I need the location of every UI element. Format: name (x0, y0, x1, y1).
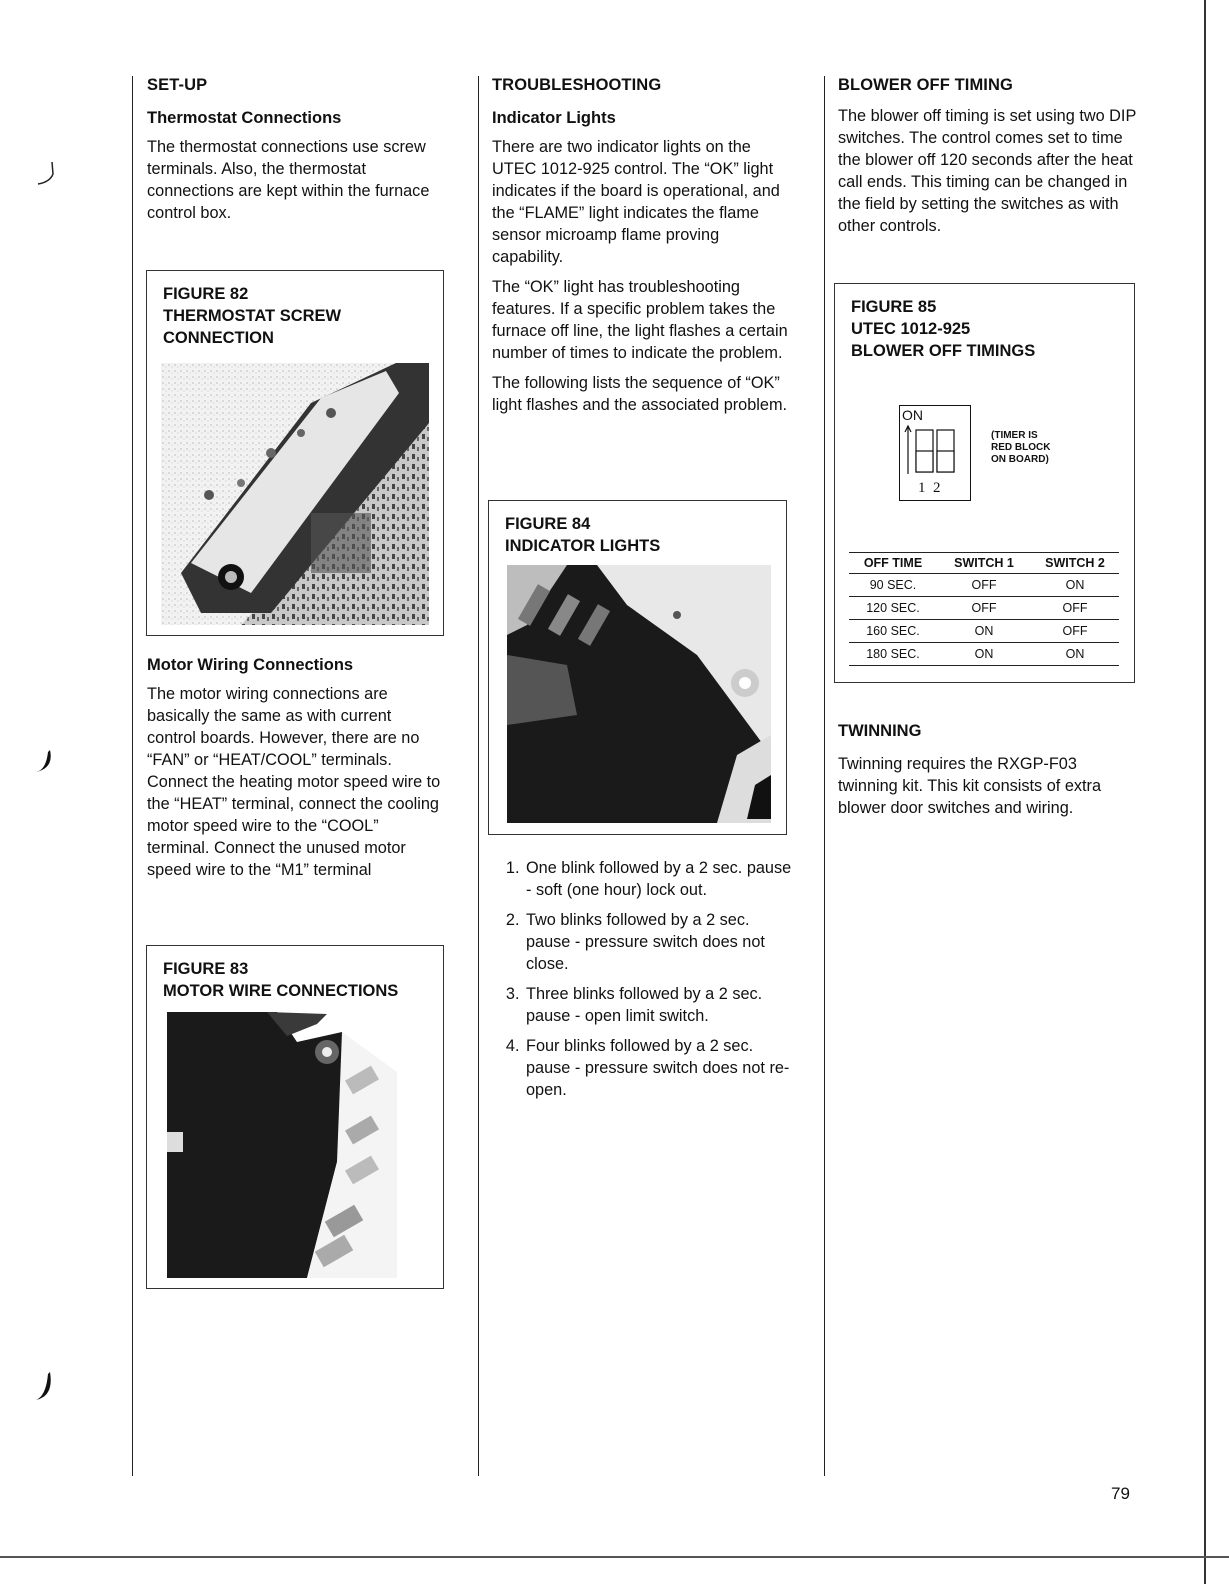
column-rule-middle (478, 76, 479, 1476)
flash-sequence-list (490, 857, 792, 1109)
column-twinning (838, 722, 1138, 827)
page-bottom-edge (0, 1556, 1229, 1558)
figure-label: FIGURE 82 (163, 285, 249, 303)
section-heading: SET-UP (147, 76, 208, 94)
figure-label: FIGURE 84 (505, 515, 591, 533)
figure-84 (488, 500, 787, 835)
page-number: 79 (1111, 1484, 1130, 1503)
figure-85 (834, 283, 1135, 683)
blower-timing-table (849, 552, 1119, 666)
paragraph: The thermostat connections use screw terminals. Also, the thermostat connections are kept within the furnace control box. (147, 138, 430, 222)
subheading: Indicator Lights (492, 109, 616, 127)
table-row (849, 574, 1119, 597)
figure-title: THERMOSTAT SCREW (163, 307, 342, 325)
column-header: SWITCH 2 (1031, 553, 1119, 574)
table-cell: 90 SEC. (849, 574, 937, 597)
section-heading: TROUBLESHOOTING (492, 76, 662, 94)
table-cell: 160 SEC. (849, 620, 937, 643)
paragraph: Twinning requires the RXGP-F03 twinning kit. This kit consists of extra blower door switches and wiring. (838, 755, 1102, 817)
subheading: Thermostat Connections (147, 109, 342, 127)
note-line: ON BOARD) (991, 454, 1049, 465)
figure-title: BLOWER OFF TIMINGS (851, 342, 1036, 360)
column-troubleshooting (492, 76, 792, 424)
motor-wire-photo (167, 1012, 397, 1278)
table-cell: 180 SEC. (849, 643, 937, 666)
figure-title: INDICATOR LIGHTS (505, 537, 661, 555)
table-row (849, 597, 1119, 620)
indicator-lights-photo (507, 565, 771, 823)
table-header-row (849, 553, 1119, 574)
margin-hook-mark (30, 748, 60, 778)
table-cell: ON (1031, 643, 1119, 666)
table-row (849, 643, 1119, 666)
paragraph: There are two indicator lights on the UTEC 1012-925 control. The “OK” light indicates if the board is operational, and the “FLAME” light indicates the flame sensor microamp flame proving capability. (492, 138, 780, 266)
dip-switch-icon (902, 424, 962, 478)
figure-title: CONNECTION (163, 329, 274, 347)
figure-label: FIGURE 83 (163, 960, 249, 978)
table-cell: ON (1031, 574, 1119, 597)
list-item: 1. One blink followed by a 2 sec. pause - soft (one hour) lock out. (524, 857, 792, 901)
dip-switch-numbers: 1 2 (918, 480, 941, 496)
table-cell: OFF (1031, 620, 1119, 643)
paragraph: The blower off timing is set using two DIP switches. The control comes set to time the blower off 120 seconds after the heat call ends. This timing can be changed in the field by setting the switches as with other controls. (838, 107, 1137, 235)
paragraph: The motor wiring connections are basically the same as with current control boards. However, there are no “FAN” or “HEAT/COOL” terminals. Connect the heating motor speed wire to the “HEAT” terminal, connect the cooling motor speed wire to the “COOL” terminal. Connect the unused motor speed wire to the “M1” terminal (147, 685, 441, 879)
figure-title: UTEC 1012-925 (851, 320, 971, 338)
table-cell: OFF (937, 597, 1031, 620)
figure-83 (146, 945, 444, 1289)
figure-title: MOTOR WIRE CONNECTIONS (163, 982, 399, 1000)
section-heading: BLOWER OFF TIMING (838, 76, 1013, 94)
section-heading: TWINNING (838, 722, 922, 740)
table-cell: OFF (1031, 597, 1119, 620)
column-setup-lower (147, 656, 443, 889)
figure-label: FIGURE 85 (851, 298, 937, 316)
dip-switch-diagram (899, 405, 971, 501)
table-cell: ON (937, 643, 1031, 666)
dip-on-label: ON (902, 407, 923, 423)
thermostat-terminal-photo (161, 363, 429, 625)
list-item: 3. Three blinks followed by a 2 sec. pause - open limit switch. (524, 983, 792, 1027)
column-header: SWITCH 1 (937, 553, 1031, 574)
list-item: 4. Four blinks followed by a 2 sec. pause - pressure switch does not re-open. (524, 1035, 792, 1101)
table-cell: 120 SEC. (849, 597, 937, 620)
list-item: 2. Two blinks followed by a 2 sec. pause - pressure switch does not close. (524, 909, 792, 975)
table-cell: ON (937, 620, 1031, 643)
table-row (849, 620, 1119, 643)
column-rule-right (824, 76, 825, 1476)
margin-hook-mark (30, 1366, 60, 1406)
margin-hook-mark (30, 160, 60, 190)
paragraph: The following lists the sequence of “OK” light flashes and the associated problem. (492, 374, 788, 414)
subheading: Motor Wiring Connections (147, 656, 354, 674)
column-setup (147, 76, 443, 232)
table-cell: OFF (937, 574, 1031, 597)
figure-82 (146, 270, 444, 636)
column-blower (838, 76, 1138, 245)
note-line: RED BLOCK (991, 442, 1051, 453)
timer-note (991, 430, 1050, 466)
column-rule-left (132, 76, 133, 1476)
page-edge-right (1204, 0, 1206, 1584)
paragraph: The “OK” light has troubleshooting features. If a specific problem takes the furnace off line, the light flashes a certain number of times to indicate the problem. (492, 278, 788, 362)
note-line: (TIMER IS (991, 430, 1038, 441)
column-header: OFF TIME (849, 553, 937, 574)
